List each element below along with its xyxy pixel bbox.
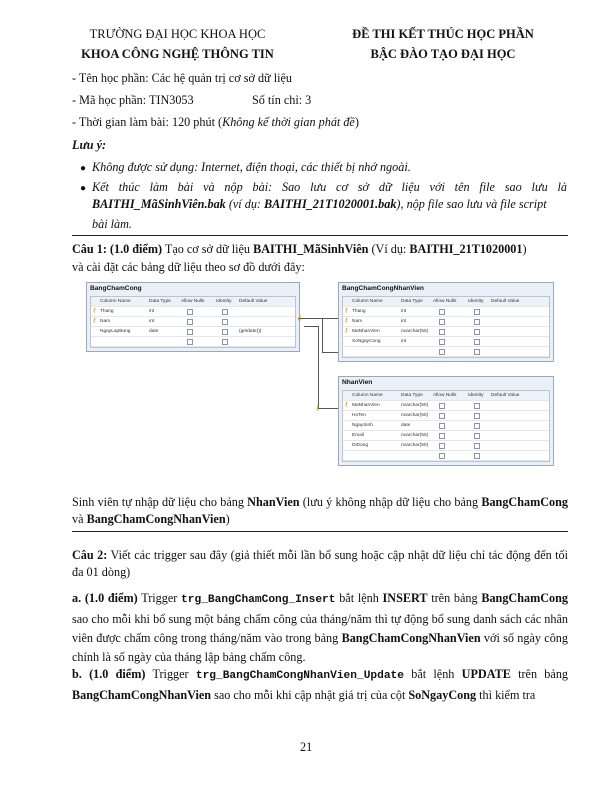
column-header: Column Name [100, 299, 131, 304]
column-header: Allow Nulls [433, 393, 457, 398]
exam-title: ĐỀ THI KẾT THÚC HỌC PHẦN [352, 27, 534, 41]
column-header: Data Type [401, 393, 423, 398]
exam-level: BẬC ĐÀO TẠO ĐẠI HỌC [370, 47, 516, 61]
allow-nulls-checkbox [187, 329, 193, 335]
column-cell: int [149, 309, 155, 314]
column-header: Data Type [149, 299, 171, 304]
primary-key-icon: ⚷ [92, 308, 97, 314]
relationship-key-icon: ⚷ [315, 404, 321, 412]
bullet-icon: ● [80, 183, 87, 194]
column-row [343, 441, 549, 451]
column-row [343, 431, 549, 441]
identity-checkbox [474, 403, 480, 409]
column-cell: HoTen [352, 413, 366, 418]
note-item-2: Kết thúc làm bài và nộp bài: Sao lưu cơ sở dữ liệu với tên file sao lưu là BAITHI_MãSinhViên.bak (ví dụ: BAITHI_21T1020001.bak), nộp file sao lưu và file script [92, 180, 567, 211]
column-header: Default Value [491, 299, 520, 304]
column-cell: Thang [100, 309, 114, 314]
identity-checkbox [474, 423, 480, 429]
allow-nulls-checkbox [439, 423, 445, 429]
column-row [343, 317, 549, 327]
q1-line2: và cài đặt các bảng dữ liệu theo sơ đồ dưới đây: [72, 260, 305, 274]
allow-nulls-checkbox [439, 443, 445, 449]
schema-table-name: BangChamCongNhanVien [342, 285, 424, 292]
primary-key-icon: ⚷ [92, 318, 97, 324]
schema-table [338, 376, 554, 466]
allow-nulls-checkbox [187, 319, 193, 325]
relationship-key-icon: ⚷ [297, 314, 303, 322]
column-cell: DiDong [352, 443, 368, 448]
column-row [91, 317, 295, 327]
column-header: Default Value [239, 299, 268, 304]
column-header: Data Type [401, 299, 423, 304]
identity-checkbox [474, 433, 480, 439]
column-row [343, 327, 549, 337]
column-row [343, 347, 549, 357]
notes-title: Lưu ý: [72, 138, 107, 152]
column-row [91, 337, 295, 347]
column-row [343, 307, 549, 317]
column-cell: Nam [352, 319, 363, 324]
identity-checkbox [222, 309, 228, 315]
identity-checkbox [474, 349, 480, 355]
column-cell: NgayLapBang [100, 329, 131, 334]
column-header: Allow Nulls [181, 299, 205, 304]
relationship-line [318, 408, 338, 409]
primary-key-icon: ⚷ [344, 328, 349, 334]
schema-table-name: BangChamCong [90, 285, 142, 292]
relationship-line [298, 318, 338, 319]
column-cell: int [401, 309, 407, 314]
q2-part-a: a. (1.0 điểm) Trigger trg_BangChamCong_Insert bắt lệnh INSERT trên bảng BangChamCong sao cho mỗi khi bổ sung một bảng chấm công của tháng/năm thì tự động bổ sung danh sách các nhân viên được chấm công trong tháng/năm vào trong bảng BangChamCongNhanVien với số ngày công chính là số ngày của tháng lập bảng chấm công. [72, 591, 569, 664]
column-row [343, 451, 549, 461]
relationship-line [322, 318, 323, 352]
note-item-1: Không được sử dụng: Internet, điện thoại, các thiết bị nhớ ngoài. [92, 160, 411, 174]
course-name: - Tên học phần: Các hệ quản trị cơ sở dữ liệu [72, 71, 292, 85]
primary-key-icon: ⚷ [344, 308, 349, 314]
q2-part-b: b. (1.0 điểm) Trigger trg_BangChamCongNhanVien_Update bắt lệnh UPDATE trên bảng BangChamCongNhanVien sao cho mỗi khi cập nhật giá trị của cột SoNgayCong thì kiểm tra [72, 667, 569, 702]
exam-duration: - Thời gian làm bài: 120 phút (Không kể thời gian phát đề) [72, 115, 359, 129]
column-cell: Thang [352, 309, 366, 314]
primary-key-icon: ⚷ [344, 318, 349, 324]
note-item-2-end: bài làm. [92, 217, 132, 231]
column-cell: Email [352, 433, 364, 438]
column-cell: nvarchar(50) [401, 329, 429, 334]
column-header: Allow Nulls [433, 299, 457, 304]
column-cell: nvarchar(50) [401, 443, 429, 448]
column-row [343, 401, 549, 411]
column-header: Default Value [491, 393, 520, 398]
identity-checkbox [222, 329, 228, 335]
column-row [343, 337, 549, 347]
bullet-icon: ● [80, 163, 87, 174]
relationship-line [322, 352, 338, 353]
divider [72, 531, 568, 532]
column-cell: nvarchar(50) [401, 413, 429, 418]
allow-nulls-checkbox [187, 339, 193, 345]
allow-nulls-checkbox [439, 403, 445, 409]
identity-checkbox [474, 319, 480, 325]
q1-note: Sinh viên tự nhập dữ liệu cho bảng NhanVien (lưu ý không nhập dữ liệu cho bảng BangChamCong và BangChamCongNhanVien) [72, 495, 568, 526]
column-cell: int [401, 319, 407, 324]
allow-nulls-checkbox [439, 413, 445, 419]
column-cell: Nam [100, 319, 111, 324]
identity-checkbox [474, 329, 480, 335]
column-row [91, 307, 295, 317]
column-header-row [91, 297, 295, 307]
allow-nulls-checkbox [439, 309, 445, 315]
column-row [91, 327, 295, 337]
column-cell: NgaySinh [352, 423, 373, 428]
column-cell: nvarchar(50) [401, 403, 429, 408]
column-cell: nvarchar(50) [401, 433, 429, 438]
column-header: Identity [216, 299, 232, 304]
course-code: - Mã học phần: TIN3053 [72, 93, 194, 107]
schema-table-name: NhanVien [342, 379, 373, 386]
allow-nulls-checkbox [439, 433, 445, 439]
schema-table [338, 282, 554, 362]
identity-checkbox [474, 443, 480, 449]
column-cell: int [149, 319, 155, 324]
identity-checkbox [474, 309, 480, 315]
identity-checkbox [222, 319, 228, 325]
page-number: 21 [300, 740, 313, 754]
identity-checkbox [222, 339, 228, 345]
identity-checkbox [474, 339, 480, 345]
schema-table [86, 282, 303, 352]
primary-key-icon: ⚷ [344, 402, 349, 408]
allow-nulls-checkbox [187, 309, 193, 315]
column-header: Column Name [352, 299, 383, 304]
column-cell: MaNhanVien [352, 403, 380, 408]
identity-checkbox [474, 413, 480, 419]
column-header: Column Name [352, 393, 383, 398]
column-cell: (getdate()) [239, 329, 262, 334]
column-row [343, 421, 549, 431]
allow-nulls-checkbox [439, 349, 445, 355]
divider [72, 235, 568, 236]
allow-nulls-checkbox [439, 329, 445, 335]
column-header-row [343, 297, 549, 307]
column-cell: SoNgayCong [352, 339, 381, 344]
column-cell: date [401, 423, 411, 428]
allow-nulls-checkbox [439, 319, 445, 325]
course-credits: Số tín chỉ: 3 [252, 93, 312, 107]
q2-intro: Câu 2: Viết các trigger sau đây (giả thiết mỗi lần bổ sung hoặc cập nhật dữ liệu chỉ tác động đến tối đa 01 dòng) [72, 548, 569, 579]
column-cell: date [149, 329, 159, 334]
university-name: TRƯỜNG ĐẠI HỌC KHOA HỌC [89, 27, 266, 41]
schema-diagram [86, 282, 556, 472]
allow-nulls-checkbox [439, 339, 445, 345]
q1-line1: Câu 1: (1.0 điểm) Tạo cơ sở dữ liệu BAITHI_MãSinhViên (Ví dụ: BAITHI_21T1020001) [72, 242, 527, 256]
column-header: Identity [468, 393, 484, 398]
identity-checkbox [474, 453, 480, 459]
column-header: Identity [468, 299, 484, 304]
column-cell: MaNhanVien [352, 329, 380, 334]
column-row [343, 411, 549, 421]
column-header-row [343, 391, 549, 401]
relationship-line [318, 326, 319, 408]
allow-nulls-checkbox [439, 453, 445, 459]
faculty-name: KHOA CÔNG NGHỆ THÔNG TIN [81, 47, 274, 61]
column-cell: int [401, 339, 407, 344]
relationship-line [304, 326, 318, 327]
